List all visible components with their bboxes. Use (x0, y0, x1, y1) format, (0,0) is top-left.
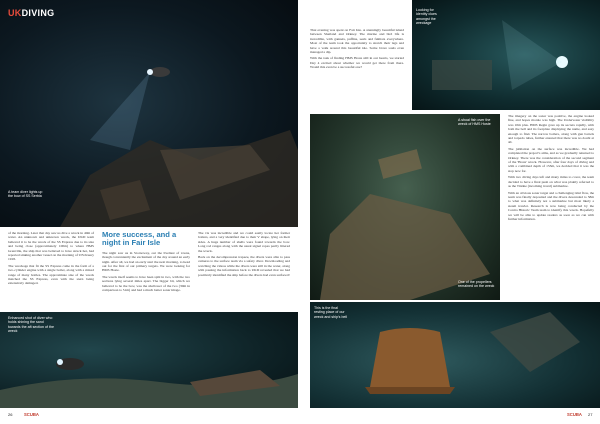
bell-icon (370, 328, 450, 387)
col5-paragraph: With an obvious sonar target and a challenging tidal flow, the team was finally deposited and the divers descended to 58m to what was definitely not a submarine but most likely a steam trawler. Research is now being conducted by the Contra Historic Team team to identify this wreck. Hopefully we will be able to update readers as soon as we can with further information. (508, 190, 594, 221)
hull-wreckage (310, 114, 500, 300)
page-number-right: 27 (588, 412, 593, 417)
hms-hoste-photo (310, 114, 500, 300)
subheading (102, 231, 190, 248)
diver-photo-top (0, 0, 298, 227)
col3-paragraph: Back on the decompression trapeze, the divers were able to pass cameras to the surface team via a safety diver. Downloading and watching the videos while the divers were still in the water, along with passing the information back to UKD revealed that we had positively identified the ship before the divers had even surfaced! (198, 255, 290, 277)
bell-photo (310, 302, 600, 408)
page-number-left: 26 (8, 412, 13, 417)
brand-right: SCUBA (567, 412, 582, 417)
wreck-silhouette (0, 0, 298, 227)
column-2 (102, 231, 190, 294)
col4-paragraph: That evening was spent on Fair Isle. A stunningly beautiful island between Shetland and Orkney. The marine and bird life is incredible, with gannets, puffins, seals and fulmars everywhere. Most of the team took the opportunity to stretch their legs and have a walk around this beautiful isle. Some brave souls even managed a dip. (310, 28, 404, 55)
column-1 (8, 231, 94, 288)
col5-paragraph: The jubilation on the surface was incredible. We had completed the project's aims, and as we gradually returned to Orkney. There was the consideration of the second segment of the 'Hoste' wreck. However, after four days of diving and with a combined depth of 153m, we decided that it was the stop now for. (508, 146, 594, 173)
col3-paragraph: The vis was incredible and we could easily locate her former boilers, and a very identified due to their V shape, lying on their sides. A huge number of shells were found towards the bow. Long rod ranges along with the usual signal ropes partly littered the wreck. (198, 231, 290, 253)
section-title: DIVING (21, 8, 55, 18)
col1-paragraph: of the morning. Later that day saw us dive a wreck in 40m of water. An unknown and unknown wreck, the UKD team believed it to be the wreck of the SS Express due to its size and being close (approximately 100m) to where HMS Grenville, the ship that was believed to have struck her, had reported sinking another vessel on the morning of 9 February 1918. (8, 231, 94, 262)
column-4 (310, 28, 404, 72)
col2-paragraph: The wreck itself seems to have been split in two, with the two sections lying several miles apart. The bigger bit, which we believed to be the bow, was the shallower of the two (30m in comparison to 51m) and had a much better sonar image. (102, 274, 190, 293)
column-3 (198, 231, 290, 279)
col2-paragraph: The night saw us in Stornoway, out the liveliest of towns, though conveniently the excitement of the day around an early night. After all, we had an early start the next morning, to head out for the first of our primary targets. We were looking for HMS Hoste. (102, 250, 190, 273)
col5-paragraph: The imagery on the sonar was positive, the engine looked fine, and hopes morale was high. The Underwater visibility was 10m plus. HMS Regin gave up its secrets rapidly, with both the bell and its footplate displaying the name, and easy enough to find. The narrow boilers, along with gun barrels and torpedo tubes, further ensured that there was no doubt at all. (508, 114, 594, 145)
caption-lighting: Looking for identity clues amongst the wreckage (416, 8, 437, 26)
bell-scene (310, 302, 600, 408)
section-header (8, 8, 54, 18)
subheading-line-2: night in Fair Isle (102, 238, 161, 248)
caption-hms-hoste: A shoal fish over the wreck of HMS Hoste (458, 118, 491, 127)
caption-propeller: One of the propellers remained on the wreck (458, 280, 495, 289)
col4-paragraph: With the task of finding HMS Hoste still in our hearts, we started Day 4 excited about whether we would get there from there. Would this even be a successful one? (310, 56, 404, 70)
col5-paragraph: With two diving days left and many miles to cover, the team decided to have a final push on what was plainly referred to as the Tintine (incoming travel) submarine. (508, 175, 594, 189)
caption-diver-top: A team diver lights up the bow of SS Serbia (8, 190, 43, 199)
caption-diver-bottom: Enhanced shot of diver who holds shining the sand towards the aft section of the wreck (8, 316, 54, 334)
subheading-line-1: More success, and a (102, 230, 177, 239)
col2-body (102, 251, 190, 293)
caption-bell: This is the final resting place of our wreck and ship's bell (314, 306, 348, 319)
brand-left: SCUBA (24, 412, 39, 417)
section-prefix: UK (8, 8, 22, 18)
column-5 (508, 114, 594, 223)
col1-paragraph: The wreckage that fit the SS Express came in the form of a two-cylinder engine with a single boiler, along with a mixed range of many bottles. The approximate size of the wreck matched the SS Express, even with the stern being extensively damaged. (8, 263, 94, 286)
